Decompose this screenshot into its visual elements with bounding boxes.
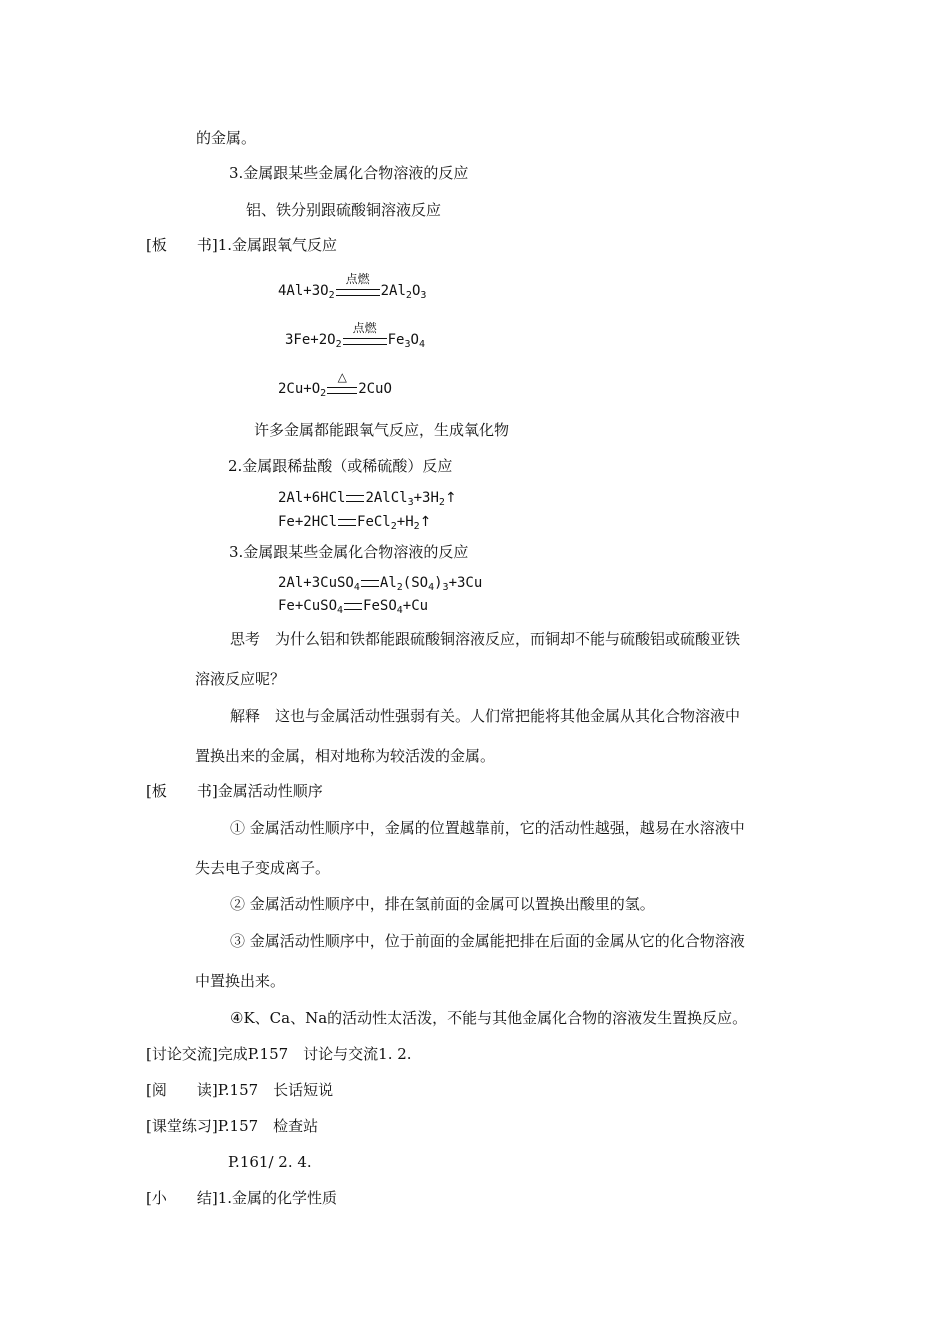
eq-subscript: 3: [407, 497, 414, 508]
eq-subscript: 2: [320, 388, 327, 399]
condition-label: 点燃: [352, 321, 377, 335]
equation-cu-o2: [278, 370, 392, 399]
eq-subscript: 2: [405, 290, 412, 301]
gas-arrow-icon: ↑: [444, 490, 457, 506]
eq-subscript: 3: [442, 582, 449, 593]
equation-fe-cuso4: [278, 596, 428, 616]
text-line: [讨论交流]完成P.157 讨论与交流1. 2.: [146, 1045, 412, 1063]
text-line: 许多金属都能跟氧气反应，生成氧化物: [254, 421, 510, 439]
eq-rhs: (SO: [402, 575, 429, 591]
text-line: ② 金属活动性顺序中，排在氢前面的金属可以置换出酸里的氢。: [230, 895, 655, 913]
eq-rhs: Fe: [387, 332, 405, 348]
eq-rhs: FeCl: [357, 514, 391, 530]
eq-subscript: 4: [337, 605, 344, 616]
text-line: 2.金属跟稀盐酸（或稀硫酸）反应: [228, 457, 453, 475]
eq-rhs: +H: [396, 514, 414, 530]
eq-subscript: 2: [396, 582, 403, 593]
eq-lhs: 4Al+3O: [278, 283, 329, 299]
text-line: 3.金属跟某些金属化合物溶液的反应: [229, 543, 469, 561]
section-heading: 1.金属跟氧气反应: [217, 236, 338, 254]
equation-fe-o2: [285, 321, 425, 350]
reaction-condition: [336, 272, 380, 301]
eq-lhs: 2Al+6HCl: [278, 490, 346, 506]
eq-lhs: Fe+2HCl: [278, 514, 338, 530]
eq-rhs: +3Cu: [448, 575, 483, 591]
text-line: 3.金属跟某些金属化合物溶液的反应: [229, 164, 469, 182]
eq-rhs: +3H: [413, 490, 439, 506]
text-line: P.161/ 2. 4.: [228, 1153, 312, 1171]
eq-rhs: 2CuO: [358, 381, 392, 397]
text-line: 置换出来的金属，相对地称为较活泼的金属。: [195, 747, 496, 765]
eq-subscript: 2: [390, 521, 397, 532]
section-tag: [板 书]: [146, 782, 218, 800]
eq-rhs: O: [411, 283, 421, 299]
eq-subscript: 3: [420, 290, 427, 301]
eq-subscript: 4: [353, 582, 360, 593]
eq-rhs: 2Al: [380, 283, 406, 299]
eq-subscript: 4: [396, 605, 403, 616]
text-line: ③ 金属活动性顺序中，位于前面的金属能把排在后面的金属从它的化合物溶液: [230, 932, 745, 950]
text-line: 思考 为什么铝和铁都能跟硫酸铜溶液反应，而铜却不能与硫酸铝或硫酸亚铁: [230, 630, 741, 648]
text-line: [小 结]1.金属的化学性质: [146, 1189, 338, 1207]
heat-symbol: △: [337, 370, 347, 384]
gas-arrow-icon: ↑: [419, 514, 432, 530]
eq-rhs: +Cu: [402, 598, 429, 614]
eq-rhs: ): [434, 575, 443, 591]
eq-subscript: 4: [418, 339, 425, 350]
section-heading: 金属活动性顺序: [217, 782, 323, 800]
text-line: [阅 读]P.157 长话短说: [146, 1081, 334, 1099]
eq-subscript: 2: [438, 497, 445, 508]
condition-label: 点燃: [345, 272, 370, 286]
text-line: 的金属。: [196, 129, 257, 147]
eq-lhs: 2Al+3CuSO: [278, 575, 354, 591]
reaction-condition: [343, 321, 387, 350]
eq-rhs: 2AlCl: [365, 490, 408, 506]
text-line: 解释 这也与金属活动性强弱有关。人们常把能将其他金属从其化合物溶液中: [230, 707, 741, 725]
board-note: [146, 235, 337, 255]
text-line: ④K、Ca、Na的活动性太活泼，不能与其他金属化合物的溶液发生置换反应。: [230, 1009, 748, 1027]
text-line: 中置换出来。: [195, 972, 286, 990]
equation-al-hcl: [278, 488, 457, 508]
eq-rhs: Al: [379, 575, 397, 591]
eq-lhs: Fe+CuSO: [278, 598, 338, 614]
eq-lhs: 2Cu+O: [278, 381, 321, 397]
reaction-condition: [327, 370, 357, 399]
equation-al-cuso4: [278, 573, 482, 593]
text-line: [课堂练习]P.157 检查站: [146, 1117, 319, 1135]
equation-al-o2: [278, 272, 427, 301]
eq-subscript: 2: [413, 521, 420, 532]
eq-subscript: 4: [428, 582, 435, 593]
text-line: 溶液反应呢？: [195, 670, 286, 688]
eq-rhs: FeSO: [363, 598, 397, 614]
text-line: ① 金属活动性顺序中，金属的位置越靠前，它的活动性越强，越易在水溶液中: [230, 819, 745, 837]
equation-fe-hcl: [278, 512, 431, 532]
eq-subscript: 3: [404, 339, 411, 350]
section-tag: [板 书]: [146, 236, 218, 254]
text-line: 铝、铁分别跟硫酸铜溶液反应: [246, 201, 442, 219]
eq-lhs: 3Fe+2O: [285, 332, 336, 348]
eq-rhs: O: [410, 332, 419, 348]
eq-subscript: 2: [328, 290, 335, 301]
text-line: 失去电子变成离子。: [195, 859, 331, 877]
eq-subscript: 2: [335, 339, 342, 350]
board-note: [146, 781, 323, 801]
